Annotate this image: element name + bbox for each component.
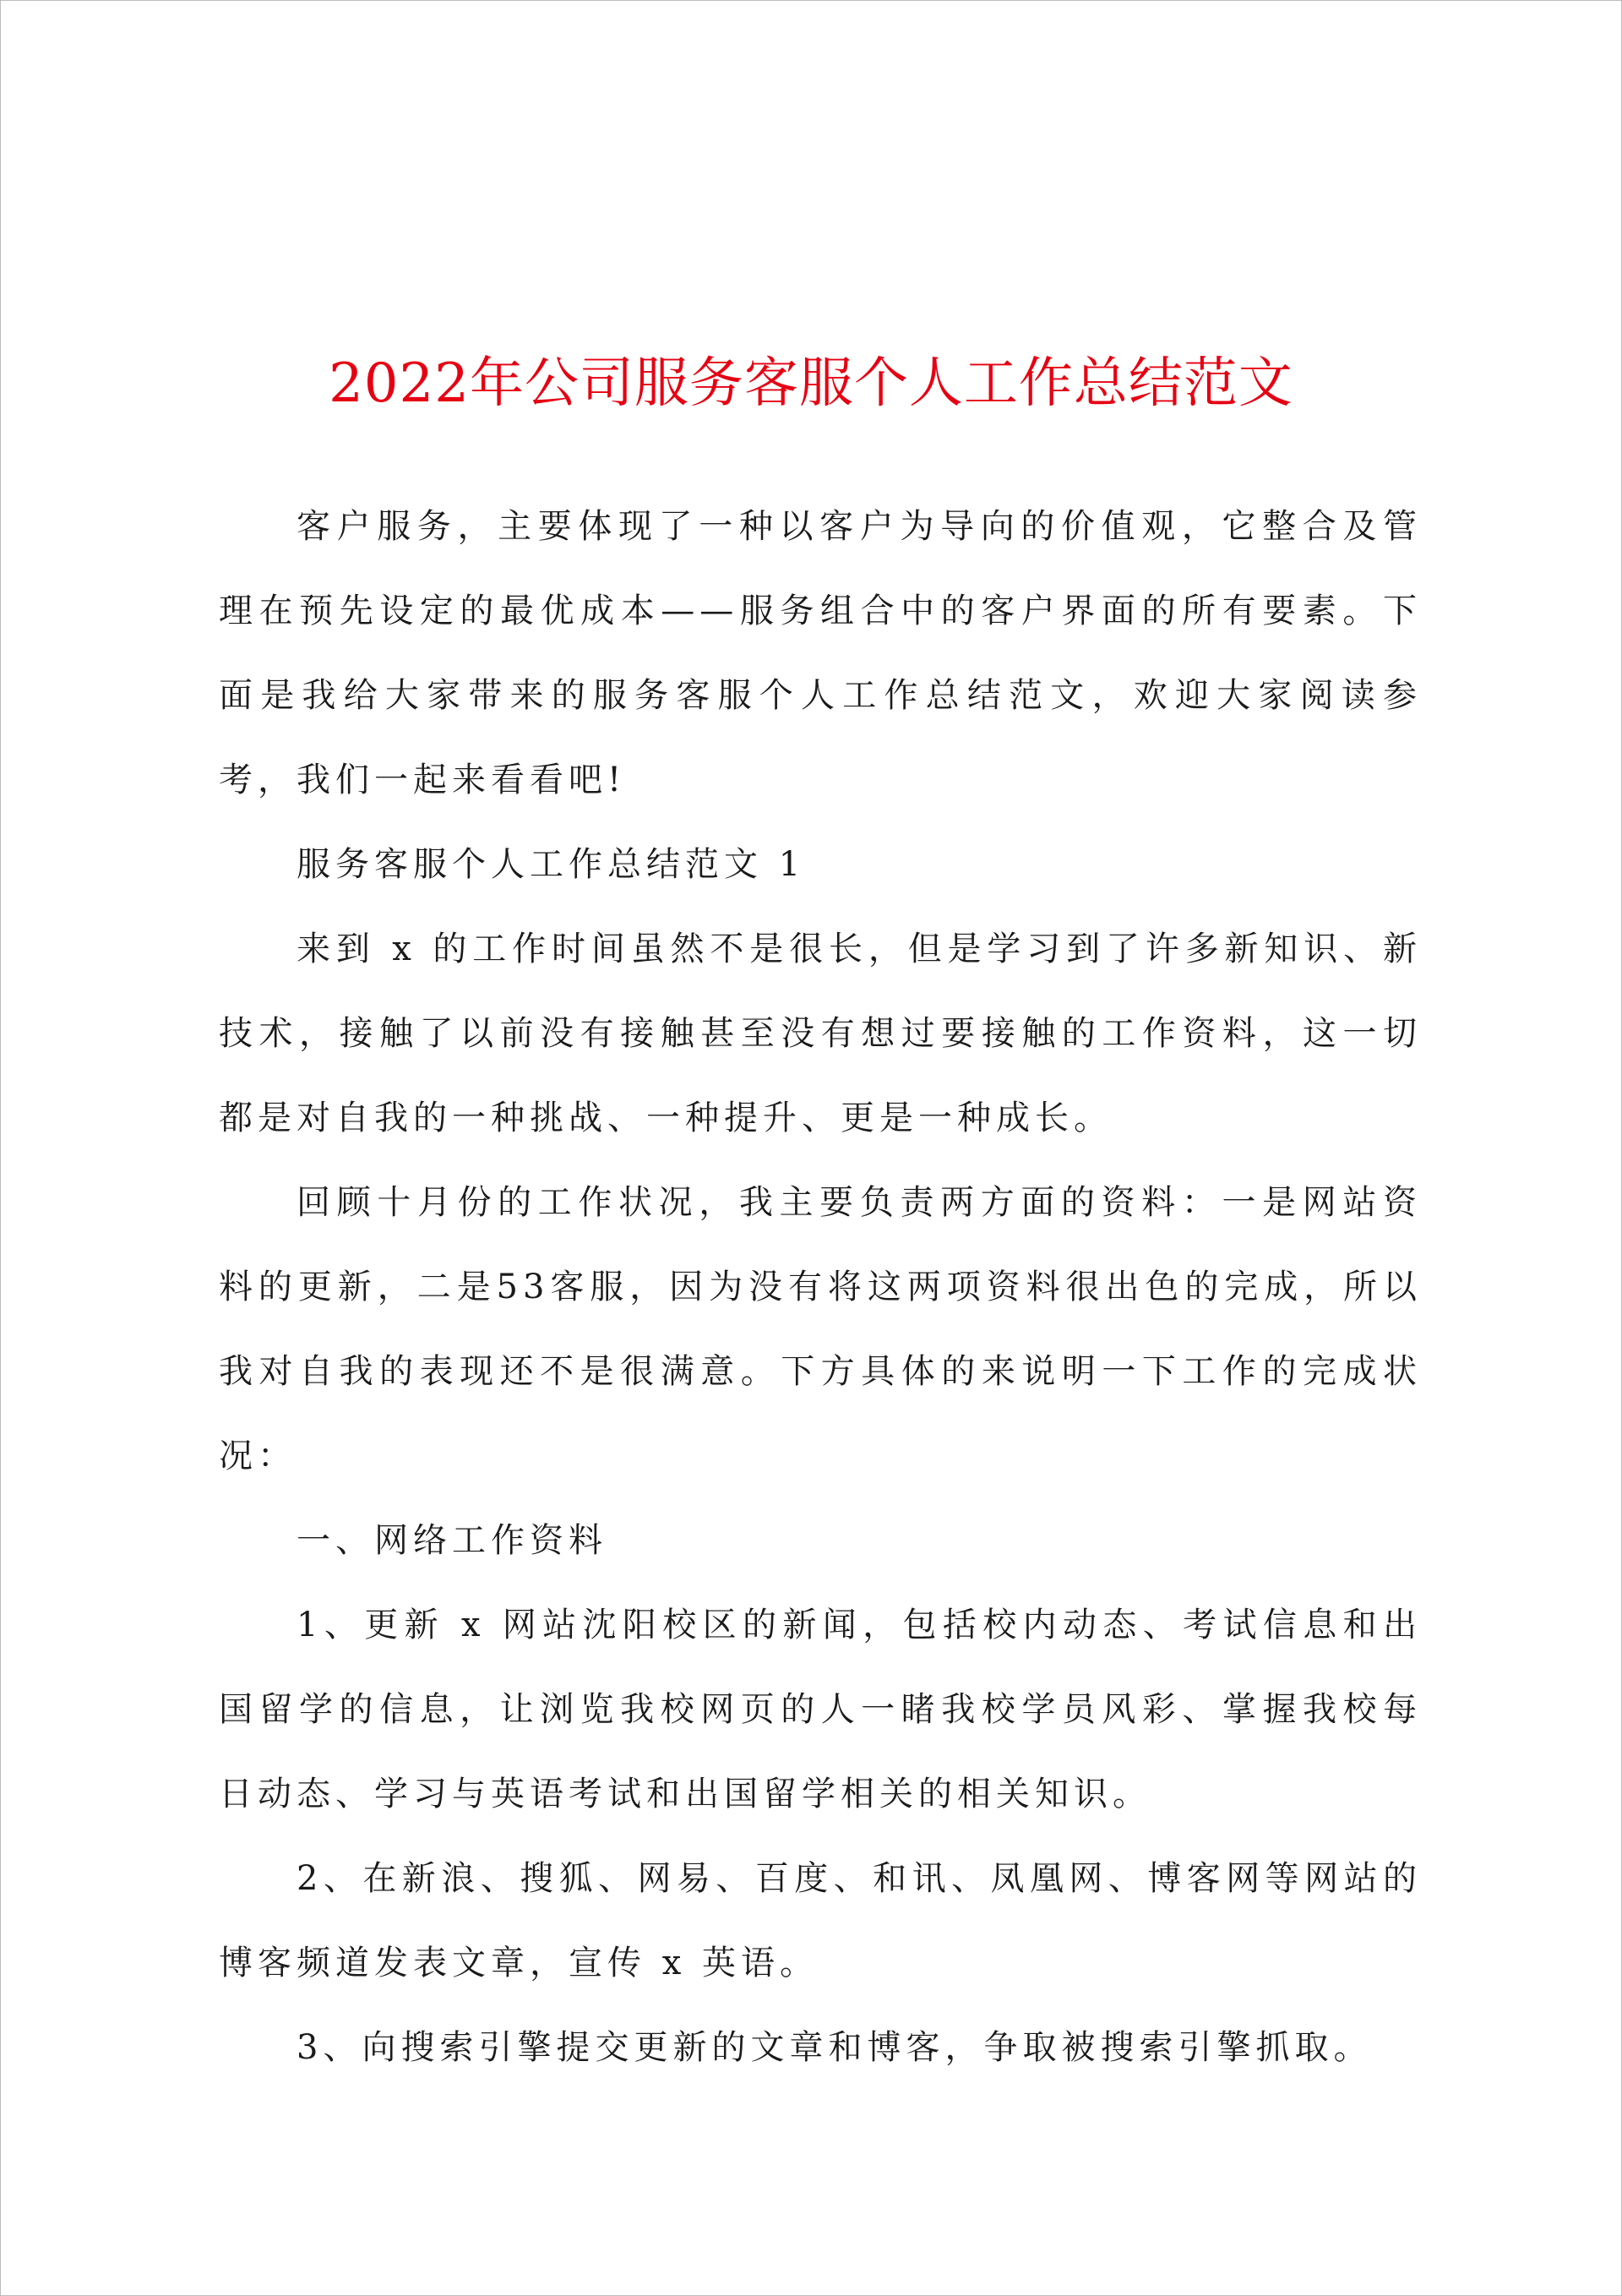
document-body xyxy=(219,484,1422,2090)
paragraph-item-3: 3、向搜索引擎提交更新的文章和博客，争取被搜索引擎抓取。 xyxy=(297,2028,1373,2067)
paragraph-network-heading: 一、网络工作资料 xyxy=(297,1521,607,1560)
paragraph-arrival: 来到 x 的工作时间虽然不是很长，但是学习到了许多新知识、新技术，接触了以前没有接触甚至没有想过要接触的工作资料，这一切都是对自我的一种挑战、一种提升、更是一种成长。 xyxy=(219,930,1422,1137)
paragraph-section-heading: 服务客服个人工作总结范文 1 xyxy=(297,845,806,884)
document-title: 2022年公司服务客服个人工作总结范文 xyxy=(329,352,1293,415)
paragraph-item-2: 2、在新浪、搜狐、网易、百度、和讯、凤凰网、博客网等网站的博客频道发表文章，宣传 x 英语。 xyxy=(219,1859,1422,1982)
paragraph-item-1: 1、更新 x 网站沈阳校区的新闻，包括校内动态、考试信息和出国留学的信息，让浏览我校网页的人一睹我校学员风彩、掌握我校每日动态、学习与英语考试和出国留学相关的相关知识。 xyxy=(219,1606,1422,1813)
paragraph-review: 回顾十月份的工作状况，我主要负责两方面的资料：一是网站资料的更新，二是53客服，因为没有将这两项资料很出色的完成，所以我对自我的表现还不是很满意。下方具体的来说明一下工作的完成状况： xyxy=(219,1183,1422,1475)
paragraph-intro: 客户服务，主要体现了一种以客户为导向的价值观，它整合及管理在预先设定的最优成本——服务组合中的客户界面的所有要素。下面是我给大家带来的服务客服个人工作总结范文，欢迎大家阅读参考，我们一起来看看吧! xyxy=(219,507,1422,799)
